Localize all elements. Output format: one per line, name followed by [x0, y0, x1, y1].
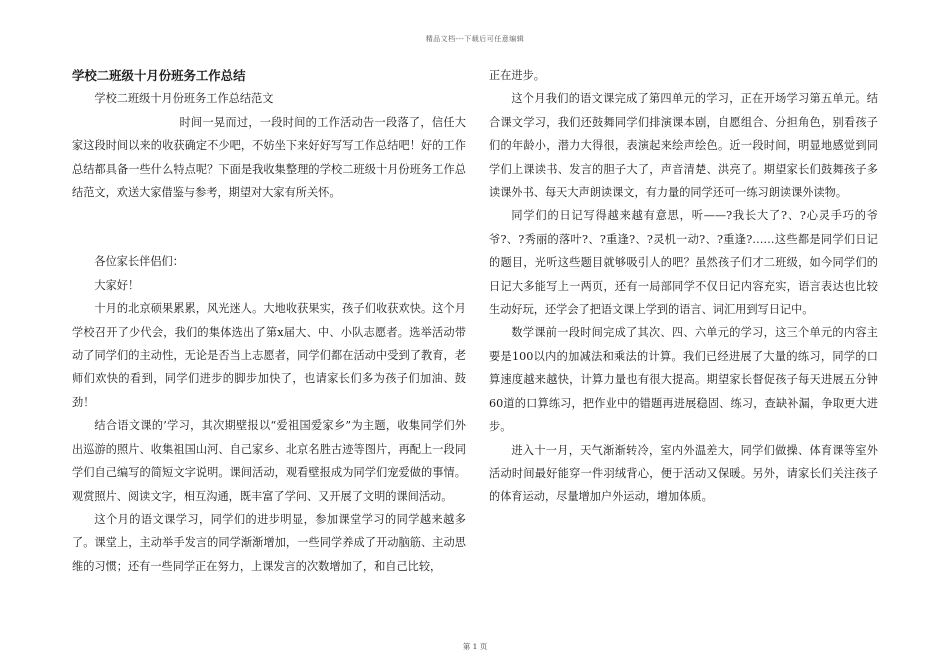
- paragraph-continuation: 正在进步。: [489, 69, 545, 82]
- paragraph-november: 进入十一月，天气渐渐转冷，室内外温差大，同学们做操、体育课等室外活动时间最好能穿一件羽绒背心，便于活动又保暖。另外，请家长们关注孩子的体育运动，尽量增加户外运动，增加体质。: [489, 443, 878, 504]
- paragraph-october: 十月的北京硕果累累，风光迷人。大地收获果实，孩子们收获欢快。这个月学校召开了少代会，我们的集体选出了第x届大、中、小队志愿者。选举活动带动了同学们的主动性，无论是否当上志愿者，同学们都在活动中受到了教育，老师们欢快的看到，同学们进步的脚步加快了，也请家长们多为孩子们加油、鼓劲！: [72, 302, 466, 409]
- intro-paragraph: 时间一晃而过，一段时间的工作活动告一段落了，信任大家这段时间以来的收获确定不少吧，不妨坐下来好好写写工作总结吧！好的工作总结都具备一些什么特点呢？下面是我收集整理的学校二班级十月份班务工作总结范文，欢送大家借鉴与参考，期望对大家有所关怀。: [72, 115, 466, 200]
- page-number: 第 1 页: [462, 642, 488, 651]
- paragraph-diary: 同学们的日记写得越来越有意思，听——?我长大了?、?心灵手巧的爷爷?、?秀丽的落叶?、?重逢?、?灵机一动?、?重逢?……这些都是同学们日记的题目，光听这些题目就够吸引人的吧？虽然孩子们才二班级，如今同学们的日记大多能写上一两页，还有一局部同学不仅日记内容充实，语言表达也比较生动好玩，还学会了把语文课上学到的语言、词汇用到写日记中。: [489, 209, 878, 317]
- paragraph-math: 数学课前一段时间完成了其次、四、六单元的学习，这三个单元的内容主要是100以内的加减法和乘法的计算。我们已经进展了大量的练习，同学的口算速度越来越快，计算力量也有很大提高。期望家长督促孩子每天进展五分钟60道的口算练习，把作业中的错题再进展稳固、练习，查缺补漏，争取更大进步。: [489, 326, 878, 434]
- left-column: [72, 64, 466, 578]
- page-header: 精品文档---下载后可任意编辑: [425, 35, 525, 43]
- paragraph-unit-study: 这个月我们的语文课完成了第四单元的学习，正在开场学习第五单元。结合课文学习，我们还鼓舞同学们排演课本剧，自愿组合、分担角色，别看孩子们的年龄小，潜力大得很，表演起来绘声绘色。近一段时间，明显地感觉到同学们上课读书、发言的胆子大了，声音清楚、洪亮了。期望家长们鼓舞孩子多读课外书、每天大声朗读课文，有力量的同学还可一练习朗读课外读物。: [489, 92, 878, 200]
- paragraph-wall-newspaper: 结合语文课的’学习，其次期壁报以“爱祖国爱家乡”为主题，收集同学们外出巡游的照片、收集祖国山河、自己家乡、北京名胜古迹等图片，再配上一段同学们自己编写的简短文字说明。课间活动，观看壁报成为同学们宠爱做的事情。观赏照片、阅读文字，相互沟通，既丰富了学问、又开展了文明的课间活动。: [72, 419, 466, 503]
- document-subtitle: 学校二班级十月份班务工作总结范文: [94, 92, 274, 106]
- document-title: 学校二班级十月份班务工作总结: [72, 68, 246, 83]
- blank-gap: [72, 204, 466, 250]
- salutation: 各位家长伴侣们：: [94, 255, 184, 269]
- right-column: [489, 64, 878, 509]
- paragraph-chinese-class: 这个月的语文课学习，同学们的进步明显，参加课堂学习的同学越来越多了。课堂上，主动举手发言的同学渐渐增加，一些同学养成了开动脑筋、主动思维的习惯；还有一些同学正在努力，上课发言的次数增加了，和自己比较，: [72, 512, 466, 573]
- greeting: 大家好！: [94, 278, 140, 292]
